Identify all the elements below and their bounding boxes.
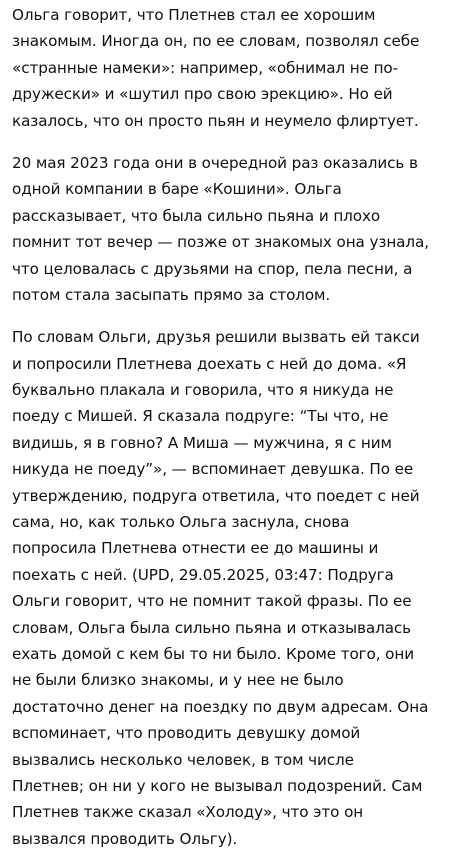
text-line: рассказывает, что была сильно пьяна и плохо (12, 206, 381, 225)
text-line: казалось, что он просто пьян и неумело флиртует. (12, 111, 419, 130)
text-line: Плетнев; он ни у кого не вызывал подозрений. Сам (12, 776, 423, 795)
text-line: никуда не поеду”», — вспоминает девушка. По ее (12, 460, 414, 479)
text-line: достаточно денег на поездку по двум адресам. Она (12, 697, 429, 716)
text-line: ехать домой с кем бы то ни было. Кроме того, они (12, 644, 414, 663)
text-line: 20 мая 2023 года они в очередной раз оказались в (12, 153, 418, 172)
text-line: знакомым. Иногда он, по ее словам, позволял себе (12, 32, 420, 51)
text-line: что целовалась с друзьями на спор, пела песни, а (12, 259, 413, 278)
text-line: помнит тот вечер — позже от знакомых она узнала, (12, 233, 429, 252)
text-line: «странные намеки»: например, «обнимал не по- (12, 58, 399, 77)
text-line: дружески» и «шутил про свою эрекцию». Но ей (12, 85, 393, 104)
text-line: потом стала засыпать прямо за столом. (12, 285, 331, 304)
text-line: попросила Плетнева отнести ее до машины и (12, 539, 379, 558)
text-line: словам, Ольга была сильно пьяна и отказывалась (12, 618, 412, 637)
text-line: вызвался проводить Ольгу). (12, 829, 238, 848)
text-line: буквально плакала и говорила, что я никуда не (12, 381, 394, 400)
text-line: вспоминает, что проводить девушку домой (12, 724, 361, 743)
text-line: Плетнев также сказал «Холоду», что это он (12, 803, 364, 822)
text-line: сама, но, как только Ольга заснула, снова (12, 513, 350, 532)
text-line: По словам Ольги, друзья решили вызвать ей такси (12, 328, 420, 347)
text-line: поехать с ней. (UPD, 29.05.2025, 03:47: Подруга (12, 565, 394, 584)
text-line: поеду с Мишей. Я сказала подруге: “Ты что, не (12, 407, 389, 426)
text-line: Ольги говорит, что не помнит такой фразы. По ее (12, 592, 412, 611)
paragraph-2 (12, 150, 467, 308)
paragraph-3 (12, 324, 467, 852)
text-line: не были близко знакомы, и у нее не было (12, 671, 344, 690)
text-line: видишь, я в говно? А Миша — мужчина, я с ним (12, 433, 392, 452)
paragraph-spacer (12, 134, 467, 150)
paragraph-1 (12, 2, 467, 134)
text-line: Ольга говорит, что Плетнев стал ее хорошим (12, 6, 376, 24)
text-line: вызвались несколько человек, в том числе (12, 750, 354, 769)
text-line: одной компании в баре «Кошини». Ольга (12, 180, 342, 199)
text-line: и попросили Плетнева доехать с ней до дома. «Я (12, 354, 407, 373)
text-line: утверждению, подруга ответила, что поедет с ней (12, 486, 420, 505)
article-body (12, 2, 467, 852)
paragraph-spacer (12, 308, 467, 324)
